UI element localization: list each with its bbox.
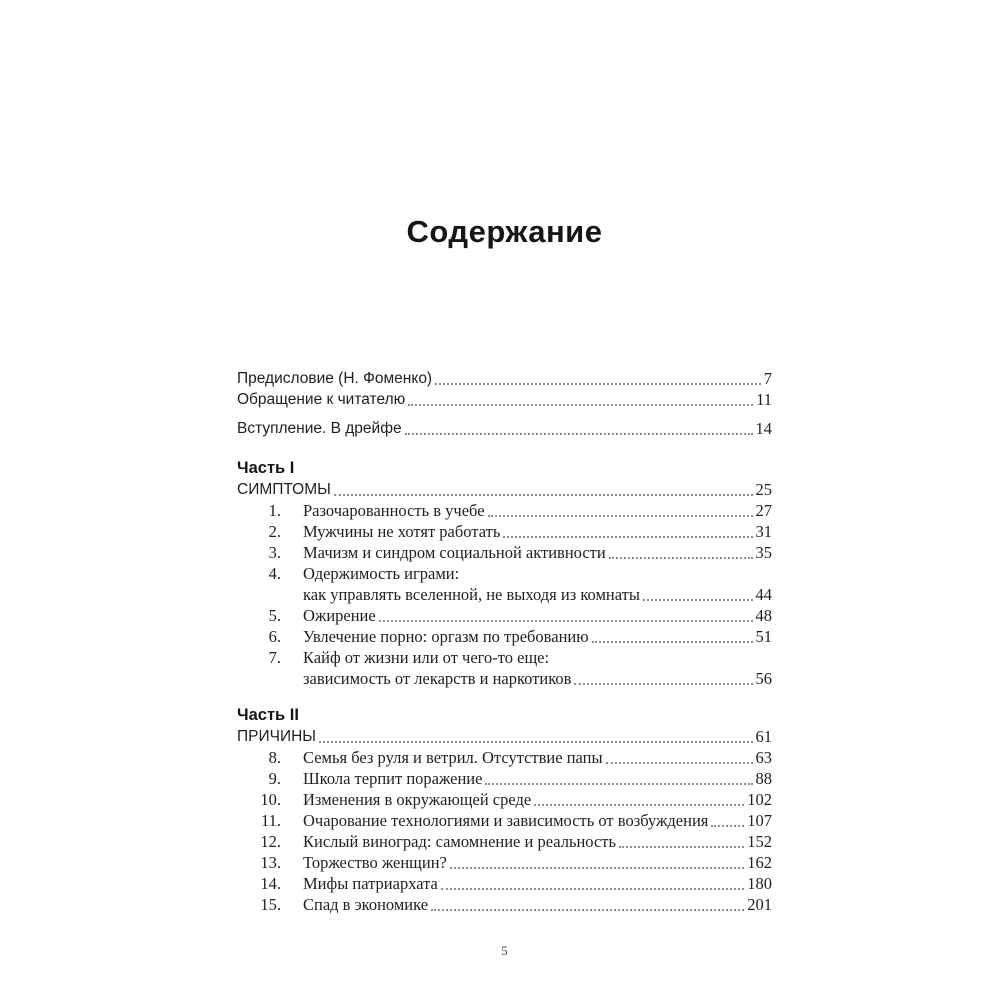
chapter-title-line2: как управлять вселенной, не выходя из комнаты [303,585,640,604]
chapter-title: Кислый виноград: самомнение и реальность [303,832,617,851]
dot-leader [334,494,753,496]
dot-leader [503,536,752,538]
chapter-title: Мачизм и синдром социальной активности [303,543,606,562]
chapter-number: 14. [260,874,281,893]
page-title: Содержание [406,214,603,249]
dot-leader [441,888,744,890]
chapter-title-line2: зависимость от лекарств и наркотиков [303,669,572,688]
dot-leader [606,762,753,764]
toc-chapter-9 [237,768,772,789]
part-1-label-row [237,458,772,479]
toc-chapter-2 [237,521,772,542]
chapter-page: 27 [755,501,772,520]
chapter-number: 11. [260,811,281,830]
chapter-number: 12. [260,832,281,851]
toc-chapter-14 [237,873,772,894]
section-page: 61 [755,727,772,746]
dot-leader [319,741,752,743]
chapter-page: 180 [747,874,772,893]
chapter-number: 10. [260,790,281,809]
chapter-title: Семья без руля и ветрил. Отсутствие папы [303,748,603,767]
section-page: 25 [755,480,772,499]
toc-chapter-7 [237,647,772,689]
dot-leader [711,825,744,827]
toc-entry-address-to-reader [237,389,772,410]
part-1-section-row [237,479,772,500]
chapter-title: Очарование технологиями и зависимость от возбуждения [303,811,709,830]
chapter-page: 31 [755,522,772,541]
toc-entry-page: 7 [763,369,772,388]
chapter-page: 152 [747,832,772,851]
toc-entry-preface [237,368,772,389]
chapter-page: 102 [747,790,772,809]
chapter-title: Изменения в окружающей среде [303,790,532,809]
dot-leader [534,804,744,806]
toc-chapter-10 [237,789,772,810]
toc-chapter-3 [237,542,772,563]
toc-chapter-8 [237,747,772,768]
dot-leader [431,909,744,911]
chapter-title: Увлечение порно: оргазм по требованию [303,627,589,646]
toc-entry-page: 14 [755,419,772,438]
chapter-page: 63 [755,748,772,767]
chapter-title: Мужчины не хотят работать [303,522,501,541]
table-of-contents [237,368,772,915]
part-label: Часть II [237,706,299,724]
chapter-page: 48 [755,606,772,625]
chapter-number: 3. [268,543,281,562]
toc-entry-title: Предисловие (Н. Фоменко) [237,370,433,387]
chapter-page: 51 [755,627,772,646]
toc-entry-introduction [237,418,772,439]
chapter-number: 7. [268,648,281,667]
toc-entry-title: Обращение к читателю [237,391,406,408]
dot-leader [379,620,753,622]
dot-leader [574,683,752,685]
chapter-page: 107 [747,811,772,830]
chapter-number: 9. [268,769,281,788]
dot-leader [592,641,753,643]
chapter-page: 201 [747,895,772,914]
section-title: СИМПТОМЫ [237,481,331,498]
toc-entry-title: Вступление. В дрейфе [237,420,402,437]
toc-chapter-5 [237,605,772,626]
chapter-page: 88 [755,769,772,788]
chapter-page: 44 [755,585,772,604]
toc-chapter-1 [237,500,772,521]
dot-leader [643,599,753,601]
chapter-title: Школа терпит поражение [303,769,483,788]
toc-chapter-13 [237,852,772,873]
chapter-number: 5. [268,606,281,625]
toc-entry-page: 11 [756,390,772,409]
dot-leader [405,433,753,435]
dot-leader [619,846,744,848]
chapter-title-line1: Одержимость играми: [303,564,460,583]
toc-chapter-6 [237,626,772,647]
chapter-title-line1: Кайф от жизни или от чего-то еще: [303,648,550,667]
toc-chapter-12 [237,831,772,852]
part-2-section-row [237,726,772,747]
part-2-label-row [237,705,772,726]
chapter-title: Мифы патриархата [303,874,438,893]
chapter-page: 56 [755,669,772,688]
chapter-number: 15. [260,895,281,914]
dot-leader [408,404,753,406]
toc-chapter-4 [237,563,772,605]
chapter-title: Спад в экономике [303,895,429,914]
chapter-page: 35 [755,543,772,562]
chapter-number: 6. [268,627,281,646]
chapter-number: 8. [268,748,281,767]
footer-page-number: 5 [501,944,508,958]
chapter-title: Разочарованность в учебе [303,501,485,520]
chapter-number: 13. [260,853,281,872]
chapter-number: 4. [268,564,281,583]
chapter-number: 1. [268,501,281,520]
toc-chapter-11 [237,810,772,831]
dot-leader [450,867,744,869]
chapter-title: Ожирение [303,606,376,625]
dot-leader [488,515,753,517]
dot-leader [435,383,761,385]
dot-leader [609,557,753,559]
chapter-title: Торжество женщин? [303,853,447,872]
section-title: ПРИЧИНЫ [237,728,317,745]
chapter-page: 162 [747,853,772,872]
part-label: Часть I [237,459,295,477]
toc-chapter-15 [237,894,772,915]
chapter-number: 2. [268,522,281,541]
dot-leader [485,783,752,785]
